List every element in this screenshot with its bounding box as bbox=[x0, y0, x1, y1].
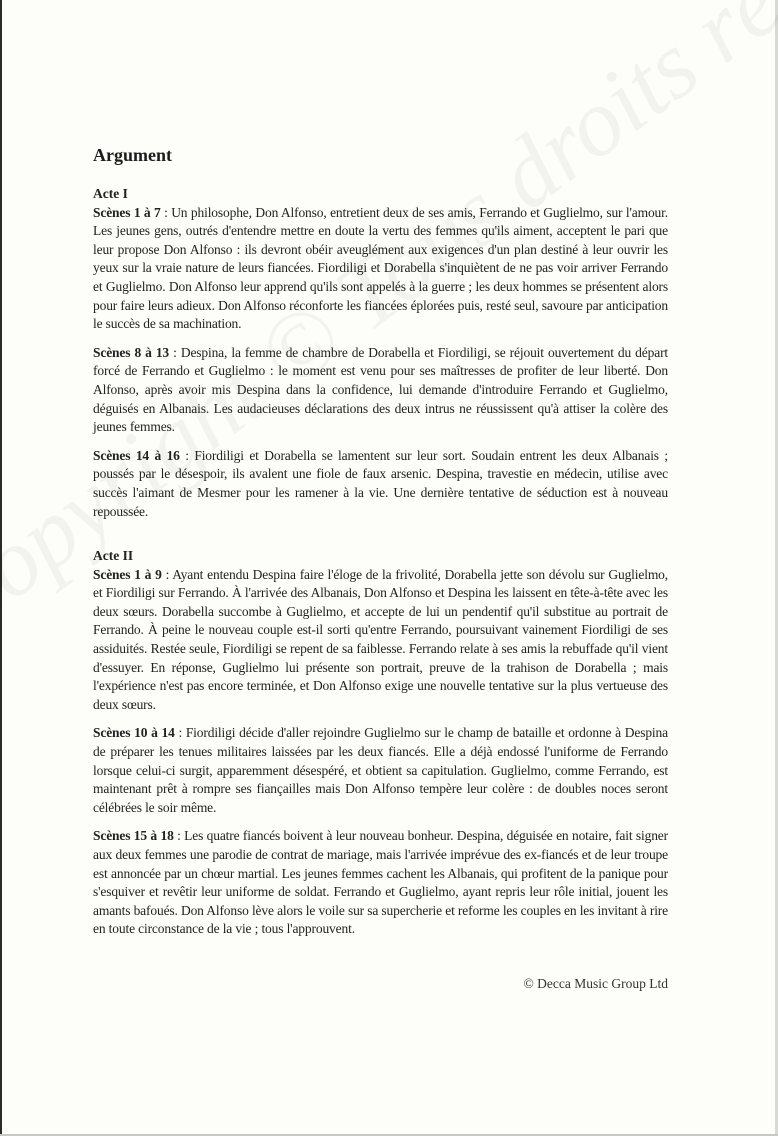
scene-paragraph bbox=[93, 827, 668, 939]
scene-paragraph bbox=[93, 344, 668, 437]
page-left-edge bbox=[0, 0, 2, 1136]
page-title: Argument bbox=[93, 145, 172, 165]
scene-text: : Fiordiligi décide d'aller rejoindre Guglielmo sur le champ de bataille et ordonne à Despina de préparer les tenues militaires laissées par les deux fiancés. Elle a déjà endossé l'uniforme de Ferrando lorsque celui-ci surgit, apparemment désespéré, et obtient sa capitulation. Guglielmo, comme Ferrando, est maintenant prêt à rompre ses fiançailles mais Don Alfonso tempère leur colère : de doubles noces seront célébrées le soir même. bbox=[93, 725, 668, 815]
scene-text: : Les quatre fiancés boivent à leur nouveau bonheur. Despina, déguisée en notaire, fait signer aux deux femmes une parodie de contrat de mariage, mais l'arrivée imprévue des ex-fiancés et de leur troupe est annoncée par un chœur martial. Les jeunes femmes cachent les Albanais, qui profitent de la panique pour s'esquiver et revêtir leur uniforme de soldat. Ferrando et Guglielmo, ayant repris leur rôle initial, jouent les amants bafoués. Don Alfonso lève alors le voile sur sa supercherie et reforme les couples en les invitant à rire en toute circonstance de la vie ; tous l'approuvent. bbox=[93, 828, 668, 937]
scene-label: Scènes 1 à 7 bbox=[93, 204, 161, 220]
act-heading: Acte II bbox=[93, 548, 134, 564]
scene-label: Scènes 15 à 18 bbox=[93, 828, 174, 844]
scene-paragraph bbox=[93, 566, 668, 715]
scene-paragraph bbox=[93, 724, 668, 817]
scene-label: Scènes 10 à 14 bbox=[93, 725, 175, 741]
scene-text: : Un philosophe, Don Alfonso, entretient deux de ses amis, Ferrando et Guglielmo, sur l'amour. Les jeunes gens, outrés d'entendre mettre en doute la vertu des femmes qu'ils aiment, acceptent le pari que leur propose Don Alfonso : ils devront obéir aveuglément aux exigences d'un plan destiné à leur ouvrir les yeux sur la vraie nature de leurs fiancées. Fiordiligi et Dorabella s'inquiètent de ne pas voir arriver Ferrando et Guglielmo. Don Alfonso leur apprend qu'ils sont appelés à la guerre ; les deux hommes se présentent alors pour faire leurs adieux. Don Alfonso réconforte les fiancées éplorées puis, resté seul, savoure par anticipation le succès de sa machination. bbox=[93, 204, 668, 332]
scene-label: Scènes 14 à 16 bbox=[93, 447, 180, 463]
scene-paragraph bbox=[93, 447, 668, 521]
scene-text: : Ayant entendu Despina faire l'éloge de la frivolité, Dorabella jette son dévolu sur Guglielmo, et Fiordiligi sur Ferrando. À l'arrivée des Albanais, Don Alfonso et Despina les laissent en tête-à-tête avec les deux sœurs. Dorabella succombe à Guglielmo, et accepte de lui un pendentif qu'il substitue au portrait de Ferrando. À peine le nouveau couple est-il sorti qu'entre Ferrando, poursuivant vainement Fiordiligi de ses assiduités. Restée seule, Fiordiligi se repent de sa faiblesse. Ferrando relate à ses amis la rebuffade qu'il vient d'essuyer. En réponse, Guglielmo lui présente son portrait, preuve de la trahison de Dorabella ; mais l'expérience n'est pas encore terminée, et Don Alfonso exige une nouvelle tentative sur la plus vertueuse des deux sœurs. bbox=[93, 566, 669, 712]
scene-label: Scènes 1 à 9 bbox=[93, 566, 162, 582]
argument-section bbox=[93, 144, 668, 939]
scene-label: Scènes 8 à 13 bbox=[93, 344, 170, 360]
copyright-notice: © Decca Music Group Ltd bbox=[523, 976, 668, 991]
scene-paragraph bbox=[93, 204, 668, 334]
scene-text: : Fiordiligi et Dorabella se lamentent sur leur sort. Soudain entrent les deux Albanais ; poussés par le désespoir, ils avalent une fiole de faux arsenic. Despina, travestie en médecin, utilise avec succès l'aimant de Mesmer pour les ramener à la vie. Une dernière tentative de séduction est à nouveau repoussée. bbox=[93, 447, 668, 519]
scene-text: : Despina, la femme de chambre de Dorabella et Fiordiligi, se réjouit ouvertement du départ forcé de Ferrando et Guglielmo : le moment est venu pour ses maîtresses de profiter de leur liberté. Don Alfonso, après avoir mis Despina dans la confidence, lui demande d'introduire Ferrando et Guglielmo, déguisés en Albanais. Les audacieuses déclarations des deux intrus ne réussissent qu'à attiser la colère des jeunes femmes. bbox=[93, 344, 669, 435]
act-heading: Acte I bbox=[93, 186, 128, 201]
